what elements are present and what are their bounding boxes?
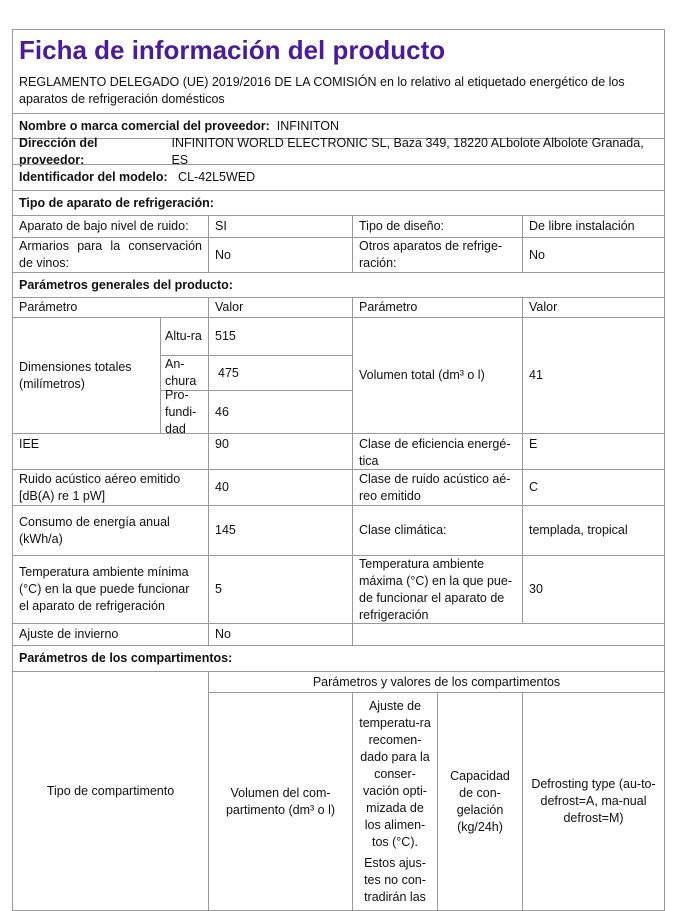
winter-empty-cell — [352, 623, 665, 646]
depth-value: 46 — [208, 390, 353, 434]
freezing-capacity-header: Capacidad de con-gelación (kg/24h) — [437, 692, 523, 911]
col-value-2: Valor — [522, 297, 665, 318]
winter-label: Ajuste de invierno — [12, 623, 209, 646]
compartment-volume-header: Volumen del com-partimento (dm³ o l) — [208, 692, 353, 911]
wine-label: Armarios para la conservación de vinos: — [12, 237, 209, 273]
page-title: Ficha de información del producto — [19, 35, 446, 65]
model-row — [12, 164, 665, 191]
noise-value: 40 — [208, 469, 353, 506]
compartment-type-header: Tipo de compartimento — [12, 671, 209, 911]
volume-label: Volumen total (dm³ o l) — [352, 317, 523, 434]
wine-value: No — [208, 237, 353, 273]
climate-label: Clase climática: — [352, 505, 523, 556]
volume-value: 41 — [522, 317, 665, 434]
header-cell — [12, 29, 665, 114]
model-value: CL-42L5WED — [178, 170, 256, 184]
eei-label: IEE — [12, 433, 209, 470]
defrost-type-header: Defrosting type (au-to-defrost=A, ma-nual defrost=M) — [522, 692, 665, 911]
low-noise-label: Aparato de bajo nivel de ruido: — [12, 215, 209, 238]
low-noise-value: SI — [208, 215, 353, 238]
noise-label: Ruido acústico aéreo emitido [dB(A) re 1 pW] — [12, 469, 209, 506]
winter-value: No — [208, 623, 353, 646]
col-value-1: Valor — [208, 297, 353, 318]
depth-label: Pro-fundi-dad — [160, 390, 209, 434]
design-label: Tipo de diseño: — [352, 215, 523, 238]
supplier-label: Nombre o marca comercial del proveedor: — [19, 118, 270, 133]
eei-value: 90 — [208, 433, 353, 470]
max-temp-label: Temperatura ambiente máxima (°C) en la que pue-de funcionar el aparato de refrigeración — [352, 555, 523, 624]
col-param-1: Parámetro — [12, 297, 209, 318]
temp-setting-text: Ajuste de temperatu-ra recomen-dado para la conser-vación opti-mizada de los alimen-tos (°C). — [359, 698, 431, 849]
model-label: Identificador del modelo: — [19, 170, 168, 184]
temp-setting-note: Estos ajus-tes no con-tradirán las — [364, 855, 426, 904]
consumption-label: Consumo de energía anual (kWh/a) — [12, 505, 209, 556]
temp-setting-header — [352, 692, 438, 911]
height-label: Altu-ra — [160, 317, 209, 356]
other-value: No — [522, 237, 665, 273]
address-row — [12, 135, 665, 167]
address-value: INFINITON WORLD ELECTRONIC SL, Baza 349, 18220 ALbolote Albolote Granada, ES — [171, 135, 644, 167]
climate-value: templada, tropical — [522, 505, 665, 556]
noise-class-value: C — [522, 469, 665, 506]
consumption-value: 145 — [208, 505, 353, 556]
min-temp-label: Temperatura ambiente mínima (°C) en la que puede funcionar el aparato de refrigeración — [12, 555, 209, 624]
supplier-value: INFINITON — [276, 118, 340, 133]
noise-class-label: Clase de ruido acústico aé-reo emitido — [352, 469, 523, 506]
dimensions-label: Dimensiones totales (milímetros) — [12, 317, 161, 434]
energy-class-value: E — [522, 433, 665, 470]
min-temp-value: 5 — [208, 555, 353, 624]
compartment-group-header: Parámetros y valores de los compartimentos — [208, 671, 665, 693]
regulation-text: REGLAMENTO DELEGADO (UE) 2019/2016 DE LA COMISIÓN en lo relativo al etiquetado energético de los aparatos de refrigeración domésticos — [19, 75, 625, 106]
compartments-heading: Parámetros de los compartimentos: — [12, 645, 665, 672]
energy-class-label: Clase de eficiencia energé-tica — [352, 433, 523, 470]
col-param-2: Parámetro — [352, 297, 523, 318]
other-label: Otros aparatos de refrige-ración: — [352, 237, 523, 273]
width-value: 475 — [208, 355, 353, 391]
max-temp-value: 30 — [522, 555, 665, 624]
design-value: De libre instalación — [522, 215, 665, 238]
height-value: 515 — [208, 317, 353, 356]
general-heading: Parámetros generales del producto: — [12, 272, 665, 298]
address-label: Dirección del proveedor: — [19, 135, 98, 167]
appliance-type-heading: Tipo de aparato de refrigeración: — [12, 190, 665, 216]
width-label: An-chura — [160, 355, 209, 391]
